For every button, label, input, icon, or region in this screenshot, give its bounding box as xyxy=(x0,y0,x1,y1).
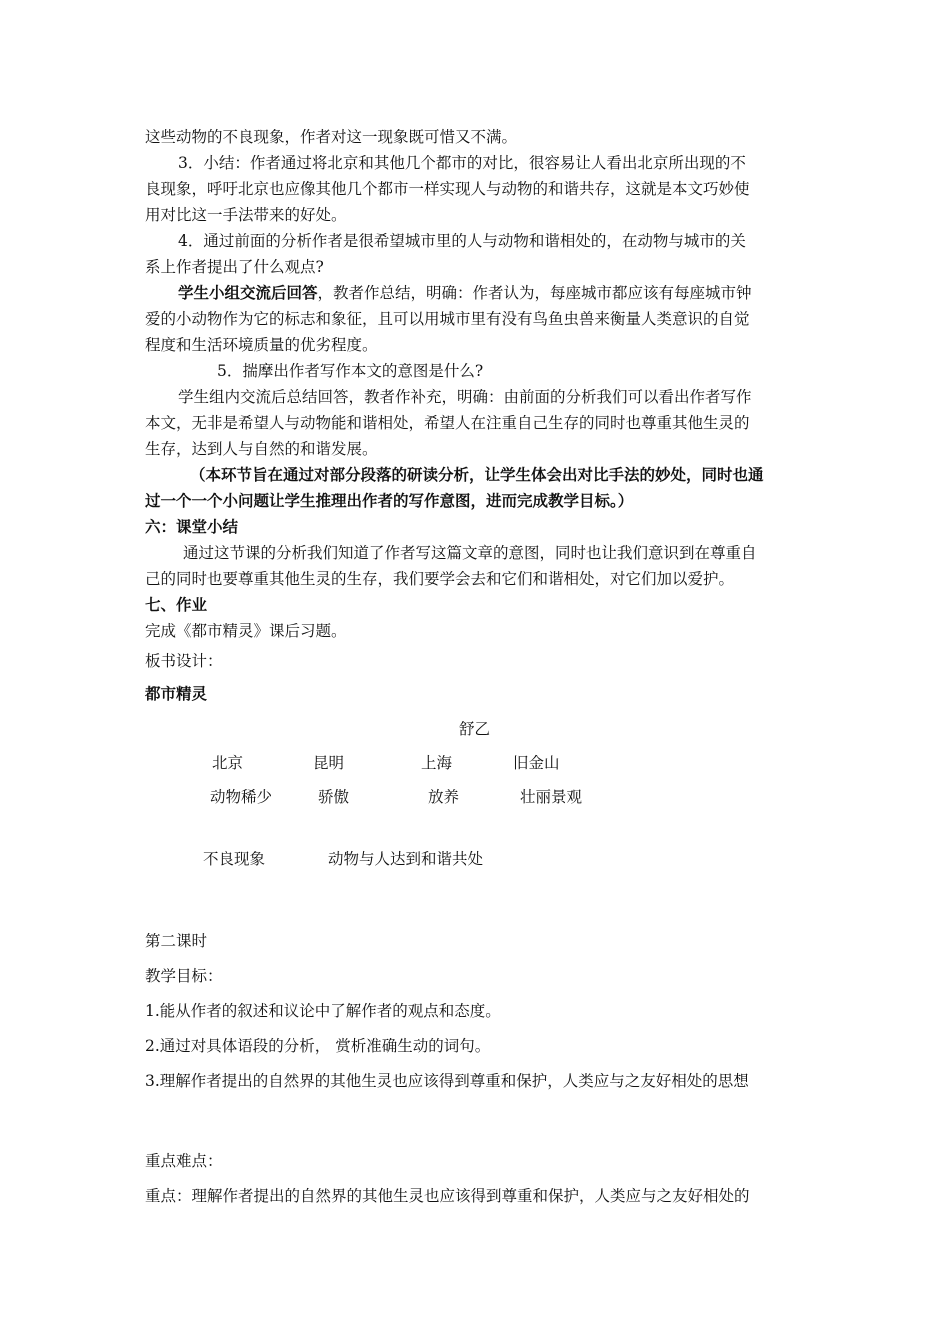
text-line: 爱的小动物作为它的标志和象征，且可以用城市里有没有鸟鱼虫兽来衡量人类意识的自觉 xyxy=(145,310,750,328)
board-title: 都市精灵 xyxy=(145,685,208,703)
text-line: 生存，达到人与自然的和谐发展。 xyxy=(145,440,378,458)
text-line: 4．通过前面的分析作者是很希望城市里的人与动物和谐相处的，在动物与城市的关 xyxy=(178,232,746,250)
key-label: 重点难点： xyxy=(145,1152,223,1170)
bold-phrase: 学生小组交流后回答 xyxy=(178,284,318,302)
board-trait: 放养 xyxy=(428,788,460,806)
text-line: 系上作者提出了什么观点? xyxy=(145,258,324,276)
text-line: 己的同时也要尊重其他生灵的生存，我们要学会去和它们和谐相处，对它们加以爱护。 xyxy=(145,570,735,588)
board-city: 旧金山 xyxy=(513,754,560,772)
text-line: 程度和生活环境质量的优劣程度。 xyxy=(145,336,378,354)
text-line: 用对比这一手法带来的好处。 xyxy=(145,206,347,224)
text-line: 3．小结：作者通过将北京和其他几个都市的对比，很容易让人看出北京所出现的不 xyxy=(178,154,746,172)
text-line-bold: 过一个一个小问题让学生推理出作者的写作意图，进而完成教学目标。） xyxy=(145,492,634,510)
board-city: 北京 xyxy=(212,754,244,772)
goal-item: 1.能从作者的叙述和议论中了解作者的观点和态度。 xyxy=(145,1002,501,1020)
section-heading: 七、作业 xyxy=(145,596,208,614)
text-line: 良现象，呼吁北京也应像其他几个都市一样实现人与动物的和谐共存，这就是本文巧妙使 xyxy=(145,180,750,198)
board-trait: 壮丽景观 xyxy=(520,788,583,806)
goal-item: 3.理解作者提出的自然界的其他生灵也应该得到尊重和保护，人类应与之友好相处的思想 xyxy=(145,1072,749,1090)
text-line: 5．揣摩出作者写作本文的意图是什么? xyxy=(217,362,484,380)
text-line: 这些动物的不良现象，作者对这一现象既可惜又不满。 xyxy=(145,128,518,146)
text-span: ，教者作总结，明确：作者认为，每座城市都应该有每座城市钟 xyxy=(317,284,752,302)
goals-label: 教学目标： xyxy=(145,967,223,985)
board-summary-right: 动物与人达到和谐共处 xyxy=(328,850,484,868)
text-line-bold: （本环节旨在通过对部分段落的研读分析，让学生体会出对比手法的妙处，同时也通 xyxy=(190,466,764,484)
key-text: 重点：理解作者提出的自然界的其他生灵也应该得到尊重和保护，人类应与之友好相处的 xyxy=(145,1187,750,1205)
text-line: 板书设计： xyxy=(145,652,223,670)
board-author: 舒乙 xyxy=(459,720,491,738)
goal-item: 2.通过对具体语段的分析， 赏析准确生动的词句。 xyxy=(145,1037,491,1055)
board-trait: 骄傲 xyxy=(318,788,350,806)
section-heading: 六：课堂小结 xyxy=(145,518,239,536)
board-trait: 动物稀少 xyxy=(210,788,273,806)
text-line: 完成《都市精灵》课后习题。 xyxy=(145,622,347,640)
text-line: 学生组内交流后总结回答，教者作补充，明确：由前面的分析我们可以看出作者写作 xyxy=(178,388,752,406)
text-line xyxy=(178,282,752,304)
text-line: 通过这节课的分析我们知道了作者写这篇文章的意图，同时也让我们意识到在尊重自 xyxy=(183,544,757,562)
board-city: 上海 xyxy=(421,754,453,772)
board-city: 昆明 xyxy=(313,754,345,772)
text-line: 本文，无非是希望人与动物能和谐相处，希望人在注重自己生存的同时也尊重其他生灵的 xyxy=(145,414,750,432)
lesson-title: 第二课时 xyxy=(145,932,208,950)
board-summary-left: 不良现象 xyxy=(203,850,266,868)
